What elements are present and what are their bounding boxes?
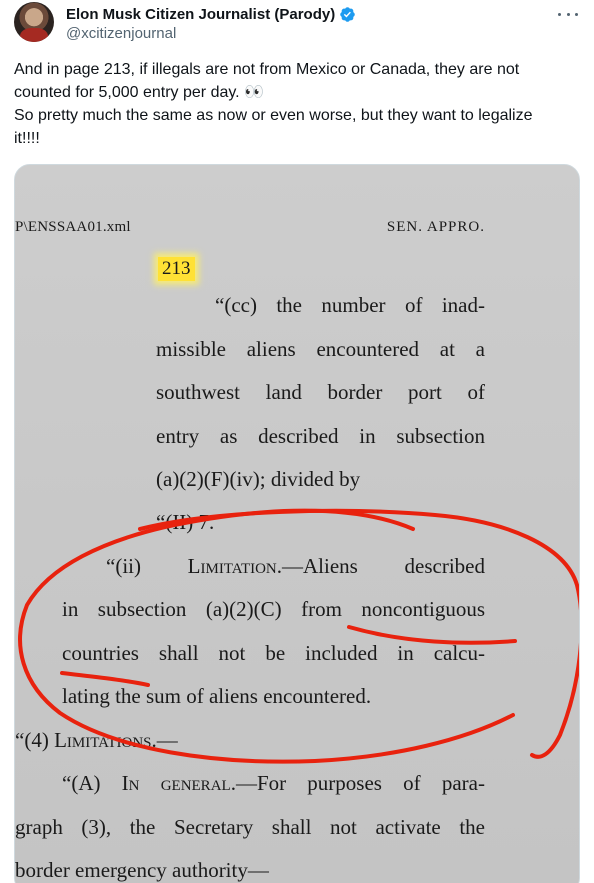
document-line [106,554,485,579]
document-line: border emergency authority— [15,858,269,882]
doc-line-part: “(4) [15,728,55,752]
document-line: “(cc) the number of inad- [215,293,485,317]
document-line [62,771,485,796]
tweet-text [14,58,584,150]
document-line: countries shall not be included in calcu- [62,641,485,665]
tweet-image[interactable] [14,164,580,883]
tweet-text-line: counted for 5,000 entry per day. 👀 [14,84,264,101]
doc-line-part: “(ii) [106,554,188,578]
document-line: southwest land border port of [156,380,485,404]
doc-line-part: “(A) [62,771,122,795]
tweet-text-line: So pretty much the same as now or even worse, but they want to legalize [14,107,533,124]
tweet-text-line: it!!!! [14,130,40,147]
document-line: missible aliens encountered at a [156,337,485,361]
document-line: entry as described in subsection [156,424,485,448]
document-page [15,165,580,883]
tweet-header [14,0,580,50]
tweet-text-line: And in page 213, if illegals are not from Mexico or Canada, they are not [14,61,520,78]
document-line [15,728,178,753]
document-line: lating the sum of aliens encountered. [62,684,372,708]
avatar[interactable] [14,2,54,42]
document-line: in subsection (a)(2)(C) from noncontiguous [62,597,485,621]
author-names [66,4,356,42]
doc-line-part: .—Aliens described [276,554,485,578]
more-horizontal-icon[interactable] [558,6,578,22]
display-name-row [66,4,356,24]
doc-heading-limitation: Limitation [187,554,277,578]
doc-line-part: .—For purposes of para- [230,771,485,795]
document-label: SEN. APPRO. [386,219,485,235]
doc-heading-limitations: Limitations [54,728,152,752]
doc-line-part: .— [151,728,178,752]
document-line: graph (3), the Secretary shall not activate the [15,815,485,839]
display-name[interactable]: Elon Musk Citizen Journalist (Parody) [66,5,336,23]
page-number-highlight: 213 [158,257,195,281]
doc-heading-in-general: In general [121,771,231,795]
document-line: (a)(2)(F)(iv); divided by [156,467,361,491]
verified-badge-icon[interactable] [339,6,356,23]
file-label: P\ENSSAA01.xml [15,219,131,235]
handle[interactable]: @xcitizenjournal [66,25,177,42]
document-line: “(II) 7. [156,510,215,534]
